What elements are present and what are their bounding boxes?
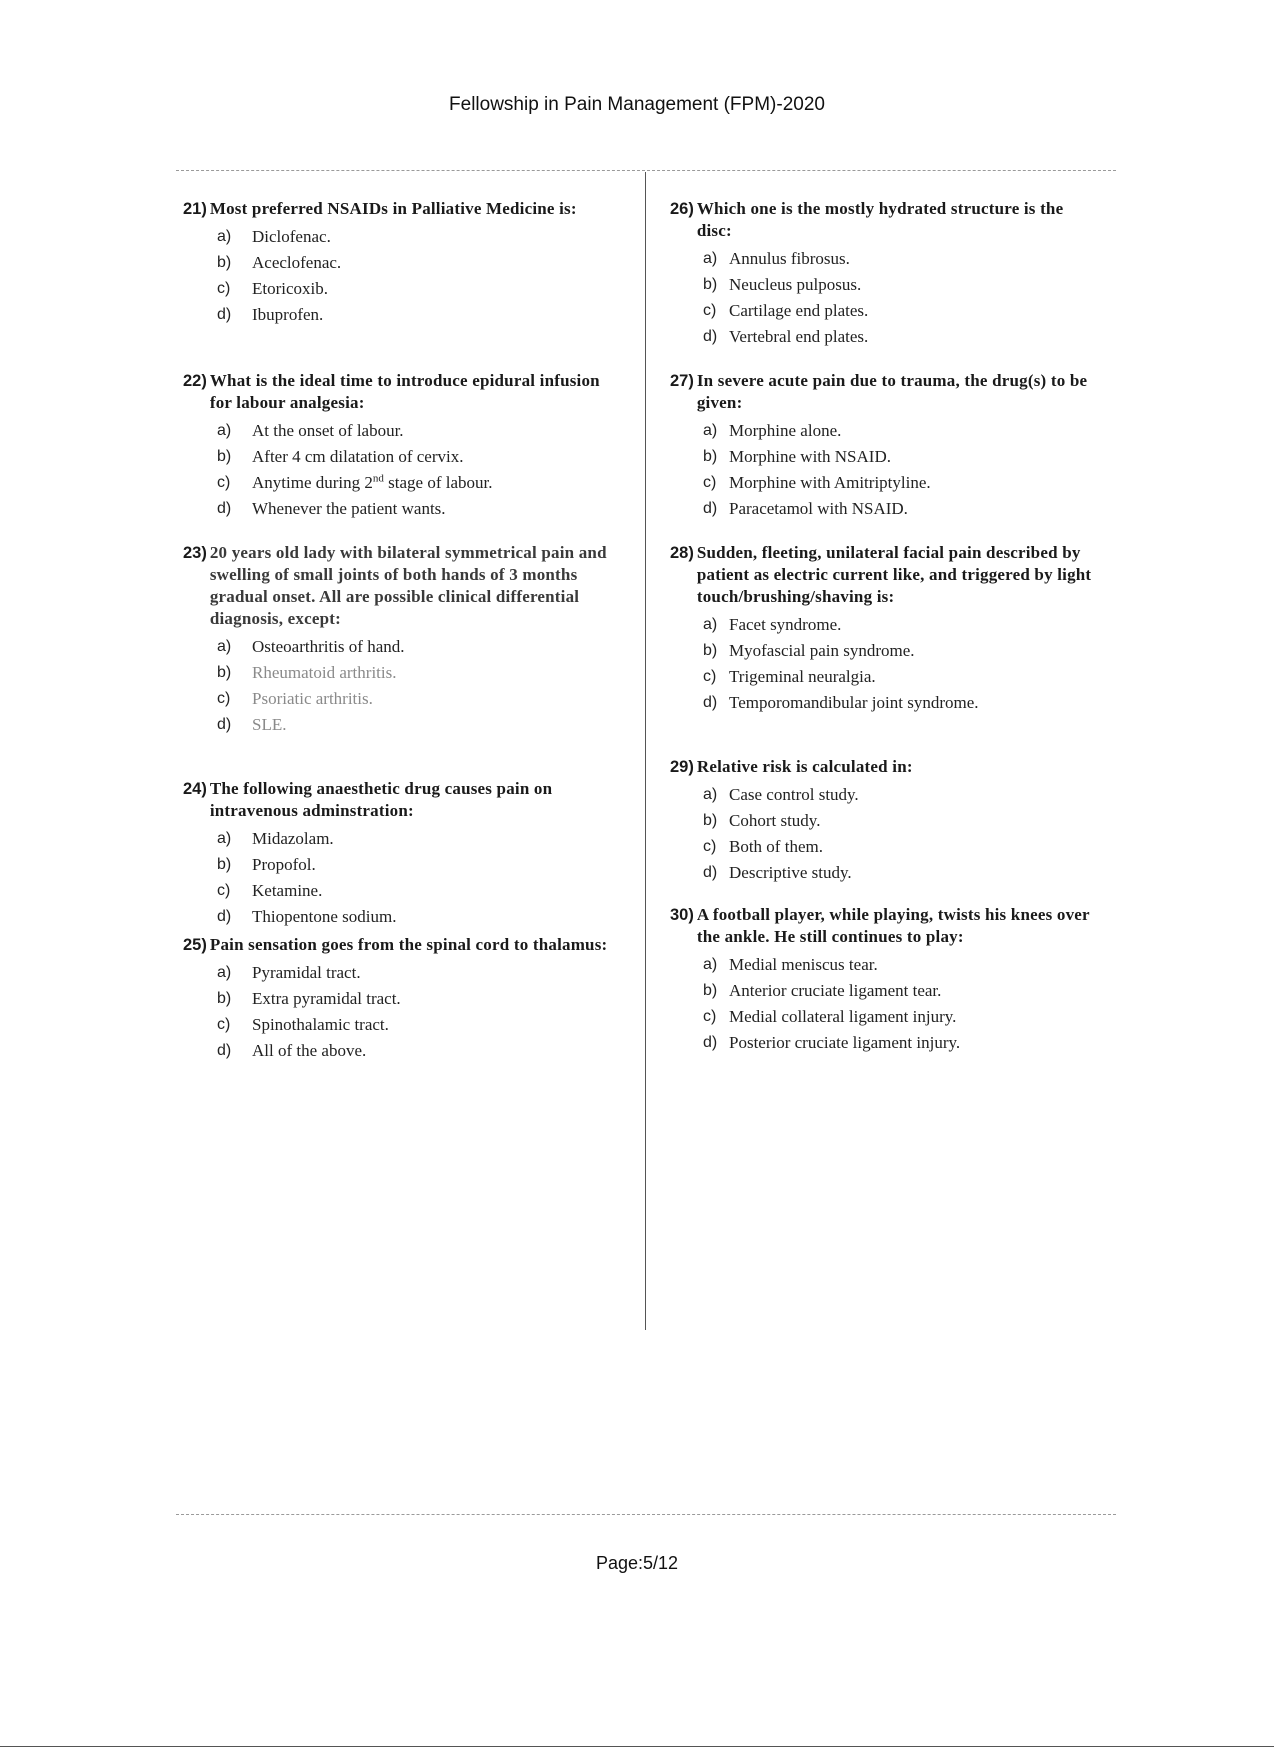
question-text: What is the ideal time to introduce epidural infusion for labour analgesia: [209, 371, 600, 412]
option-b: b) Neucleus pulposus. [703, 275, 862, 294]
question-number: 29) [670, 758, 694, 776]
question-number: 22) [183, 372, 207, 390]
question-text: Most preferred NSAIDs in Palliative Medicine is: [209, 199, 577, 218]
question-22 [183, 370, 623, 542]
option-d: d) Whenever the patient wants. [217, 499, 446, 518]
options-list [217, 960, 623, 1064]
left-column [183, 198, 623, 1064]
question-25 [183, 934, 623, 1064]
question-23 [183, 542, 623, 778]
option-b: b) Propofol. [217, 855, 316, 874]
question-number: 27) [670, 372, 694, 390]
option-d: d) Thiopentone sodium. [217, 907, 397, 926]
question-text: Sudden, fleeting, unilateral facial pain described by patient as electric current like, and triggered by light touch/brushing/shaving is: [696, 543, 1092, 606]
option-c: c) Ketamine. [217, 881, 323, 900]
question-text: Which one is the mostly hydrated structure is the disc: [696, 199, 1064, 240]
question-26 [670, 198, 1100, 370]
question-text: Pain sensation goes from the spinal cord to thalamus: [209, 935, 608, 954]
question-21 [183, 198, 623, 370]
question-text: A football player, while playing, twists his knees over the ankle. He still continues to play: [696, 905, 1090, 946]
question-text: 20 years old lady with bilateral symmetrical pain and swelling of small joints of both hands of 3 months gradual onset. All are possible clinical differential diagnosis, except: [209, 543, 607, 628]
top-divider [176, 170, 1116, 171]
question-number: 25) [183, 936, 207, 954]
question-number: 26) [670, 200, 694, 218]
option-b: b) After 4 cm dilatation of cervix. [217, 447, 464, 466]
options-list [703, 952, 1100, 1056]
option-c: c) Trigeminal neuralgia. [703, 667, 876, 686]
option-a: a) At the onset of labour. [217, 421, 404, 440]
option-d: d) Ibuprofen. [217, 305, 324, 324]
option-a: a) Morphine alone. [703, 421, 842, 440]
options-list [217, 826, 623, 930]
option-a: a) Diclofenac. [217, 227, 331, 246]
option-a: a) Osteoarthritis of hand. [217, 637, 405, 656]
question-27 [670, 370, 1100, 542]
question-29 [670, 756, 1100, 904]
bottom-divider [176, 1514, 1116, 1515]
options-list [703, 612, 1100, 716]
question-number: 30) [670, 906, 694, 924]
option-c: c) Cartilage end plates. [703, 301, 869, 320]
options-list [703, 246, 1100, 350]
options-list [703, 782, 1100, 886]
option-b: b) Myofascial pain syndrome. [703, 641, 915, 660]
question-28 [670, 542, 1100, 756]
question-30 [670, 904, 1100, 1056]
question-number: 24) [183, 780, 207, 798]
question-text: The following anaesthetic drug causes pain on intravenous adminstration: [209, 779, 553, 820]
question-24 [183, 778, 623, 934]
question-text: Relative risk is calculated in: [696, 757, 913, 776]
option-a: a) Pyramidal tract. [217, 963, 361, 982]
option-a: a) Annulus fibrosus. [703, 249, 850, 268]
option-a: a) Facet syndrome. [703, 615, 842, 634]
option-b: b) Extra pyramidal tract. [217, 989, 401, 1008]
page-title: Fellowship in Pain Management (FPM)-2020 [449, 94, 825, 115]
option-d: d) Vertebral end plates. [703, 327, 869, 346]
page-number: Page:5/12 [595, 1553, 679, 1573]
options-list [217, 418, 623, 522]
option-b: b) Morphine with NSAID. [703, 447, 891, 466]
option-c: c) Etoricoxib. [217, 279, 329, 298]
option-c: c) Psoriatic arthritis. [217, 689, 373, 708]
options-list [217, 634, 623, 738]
option-d: d) Paracetamol with NSAID. [703, 499, 908, 518]
option-b: b) Aceclofenac. [217, 253, 342, 272]
options-list [703, 418, 1100, 522]
option-a: a) Case control study. [703, 785, 859, 804]
question-number: 28) [670, 544, 694, 562]
option-c: c) Anytime during 2nd stage of labour. [217, 472, 493, 492]
question-text: In severe acute pain due to trauma, the drug(s) to be given: [696, 371, 1088, 412]
option-c: c) Morphine with Amitriptyline. [703, 473, 931, 492]
scan-edge-line [0, 1746, 1274, 1747]
option-a: a) Medial meniscus tear. [703, 955, 878, 974]
option-c: c) Medial collateral ligament injury. [703, 1007, 957, 1026]
question-number: 21) [183, 200, 207, 218]
option-c: c) Both of them. [703, 837, 823, 856]
option-b: b) Cohort study. [703, 811, 821, 830]
option-d: d) Posterior cruciate ligament injury. [703, 1033, 961, 1052]
options-list [217, 224, 623, 328]
question-number: 23) [183, 544, 207, 562]
option-c: c) Spinothalamic tract. [217, 1015, 389, 1034]
option-d: d) Descriptive study. [703, 863, 852, 882]
option-b: b) Rheumatoid arthritis. [217, 663, 397, 682]
right-column [670, 198, 1100, 1056]
option-b: b) Anterior cruciate ligament tear. [703, 981, 942, 1000]
option-d: d) Temporomandibular joint syndrome. [703, 693, 979, 712]
option-a: a) Midazolam. [217, 829, 334, 848]
option-d: d) All of the above. [217, 1041, 367, 1060]
option-d: d) SLE. [217, 715, 287, 734]
column-divider [645, 172, 646, 1330]
